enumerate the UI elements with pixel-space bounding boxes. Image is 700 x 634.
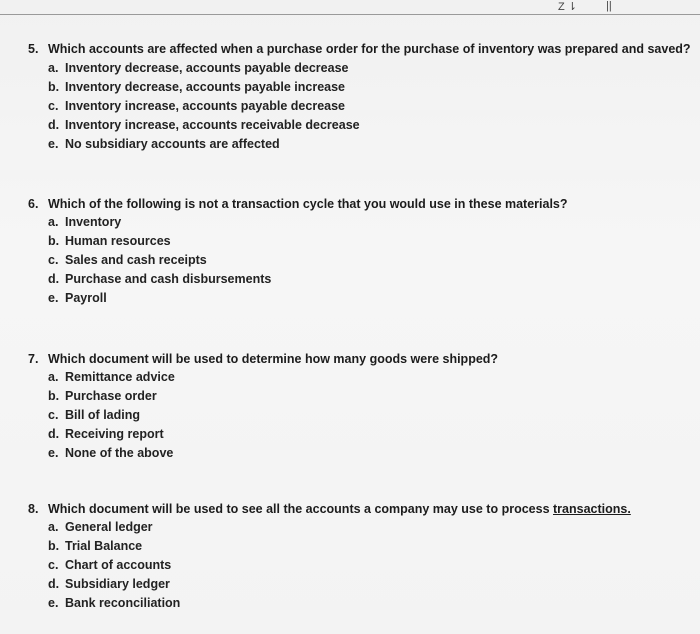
option-text: Purchase order [65,389,157,403]
option-letter: b. [48,389,60,403]
option-letter: a. [48,370,59,384]
option-letter: b. [48,539,60,553]
question-number: 6. [28,197,39,211]
option-text: Inventory increase, accounts payable decrease [65,99,345,113]
option-text: Human resources [65,234,171,248]
question-text: Which document will be used to determine how many goods were shipped? [48,352,499,366]
question-text: Which of the following is not a transaction cycle that you would use in these materials? [48,197,568,211]
question-6-stem [0,197,700,212]
option-c [48,99,700,118]
option-a [48,215,700,234]
option-letter: b. [48,234,60,248]
option-text: General ledger [65,520,153,534]
option-letter: c. [48,253,59,267]
option-text: Bank reconciliation [65,596,181,610]
option-text: Trial Balance [65,539,143,553]
option-text: Inventory [65,215,122,229]
option-text: Chart of accounts [65,558,172,572]
option-a [48,370,700,389]
option-letter: e. [48,596,59,610]
question-text-underlined: transactions. [553,502,631,516]
option-text: Sales and cash receipts [65,253,207,267]
option-c [48,253,700,272]
option-text: Receiving report [65,427,164,441]
option-letter: a. [48,61,59,75]
option-text: Bill of lading [65,408,140,422]
option-letter: c. [48,558,59,572]
option-letter: e. [48,137,59,151]
question-7-stem [0,352,700,367]
question-5 [0,42,700,156]
option-letter: c. [48,408,59,422]
option-text: Inventory increase, accounts receivable decrease [65,118,360,132]
top-rule-line [0,14,700,15]
option-b [48,389,700,408]
option-a [48,520,700,539]
option-text: Purchase and cash disbursements [65,272,272,286]
option-c [48,408,700,427]
option-text: Inventory decrease, accounts payable increase [65,80,345,94]
option-letter: e. [48,446,59,460]
top-edge-mark-1: Z ⇂ [558,1,577,13]
question-5-stem [0,42,700,57]
question-6 [0,197,700,310]
option-text: Remittance advice [65,370,175,384]
question-8-options [0,520,700,615]
option-e [48,291,700,310]
question-6-options [0,215,700,310]
option-text: Payroll [65,291,107,305]
option-letter: e. [48,291,59,305]
option-letter: d. [48,427,60,441]
option-text: Subsidiary ledger [65,577,170,591]
option-d [48,118,700,137]
option-text: No subsidiary accounts are affected [65,137,280,151]
option-text: Inventory decrease, accounts payable decrease [65,61,349,75]
option-text: None of the above [65,446,174,460]
question-text: Which document will be used to see all the accounts a company may use to process [48,502,553,516]
option-d [48,427,700,446]
option-letter: d. [48,272,60,286]
question-5-options [0,61,700,156]
question-8 [0,502,700,615]
question-number: 8. [28,502,39,516]
option-letter: a. [48,215,59,229]
option-letter: d. [48,118,60,132]
option-c [48,558,700,577]
option-b [48,80,700,99]
option-d [48,577,700,596]
option-a [48,61,700,80]
option-letter: d. [48,577,60,591]
option-d [48,272,700,291]
question-7 [0,352,700,465]
question-number: 5. [28,42,39,56]
option-letter: b. [48,80,60,94]
option-letter: c. [48,99,59,113]
option-e [48,446,700,465]
question-number: 7. [28,352,39,366]
option-e [48,137,700,156]
option-e [48,596,700,615]
option-letter: a. [48,520,59,534]
question-7-options [0,370,700,465]
question-8-stem [0,502,700,517]
option-b [48,234,700,253]
question-text: Which accounts are affected when a purchase order for the purchase of inventory was prepared and saved? [48,42,691,56]
option-b [48,539,700,558]
top-edge-mark-2: || [606,0,612,12]
